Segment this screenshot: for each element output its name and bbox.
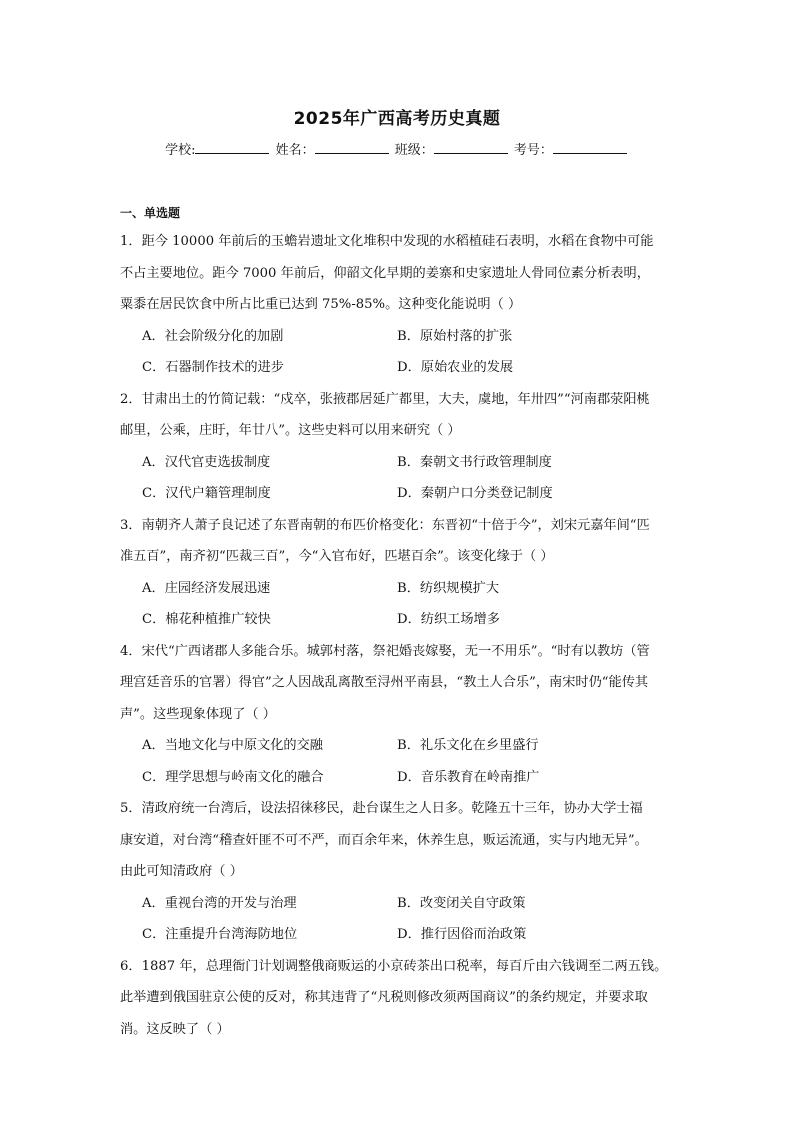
options-row	[120, 573, 680, 605]
section-title: 一、单选题	[120, 206, 181, 220]
option-c[interactable]: C．石器制作技术的进步	[142, 360, 284, 375]
question-line: 由此可知清政府（ ）	[120, 864, 243, 879]
option-d[interactable]: D．纺织工场增多	[397, 612, 500, 627]
question	[120, 793, 680, 951]
option-d[interactable]: D．秦朝户口分类登记制度	[397, 486, 553, 501]
school-label: 学校:	[165, 143, 196, 158]
exam-number-blank	[553, 140, 627, 154]
exam-title: 2025年广西高考历史真题	[293, 109, 501, 129]
student-info-row	[0, 139, 794, 158]
question-line: 邮里，公乘，庄盱，年廿八”。这些史料可以用来研究（ ）	[120, 423, 461, 438]
option-c[interactable]: C．棉花种植推广较快	[142, 612, 271, 627]
school-blank	[195, 140, 269, 154]
option-b[interactable]: B．礼乐文化在乡里盛行	[397, 738, 539, 753]
options-row	[120, 762, 680, 794]
option-a[interactable]: A．当地文化与中原文化的交融	[142, 738, 323, 753]
options-row	[120, 919, 680, 951]
question-line: 此举遭到俄国驻京公使的反对，称其违背了“凡税则修改须两国商议”的条约规定，并要求取	[120, 990, 648, 1005]
option-a[interactable]: A．重视台湾的开发与治理	[142, 895, 297, 911]
option-d[interactable]: D．音乐教育在岭南推广	[397, 769, 540, 785]
question-line: 理宫廷音乐的官署）得官”之人因战乱离散至浔州平南县，“教土人合乐”，南宋时仍“能传其	[120, 675, 649, 690]
question-line: 3．南朝齐人萧子良记述了东晋南朝的布匹价格变化：东晋初“十倍于今”，刘宋元嘉年间“匹	[120, 517, 650, 533]
option-b[interactable]: B．秦朝文书行政管理制度	[397, 454, 552, 470]
question-line: 4．宋代“广西诸郡人多能合乐。城郭村落，祭祀婚丧嫁娶，无一不用乐”。“时有以教坊（管	[120, 643, 650, 659]
name-label: 姓名：	[275, 143, 315, 158]
option-d[interactable]: D．推行因俗而治政策	[397, 927, 527, 942]
question-line: 声”。这些现象体现了（ ）	[120, 706, 276, 722]
question-line: 康安道，对台湾“稽查奸匪不可不严，而百余年来，休养生息，贩运流通，实与内地无异”。	[120, 832, 648, 848]
question-line: 1．距今 10000 年前后的玉蟾岩遗址文化堆积中发现的水稻植硅石表明，水稻在食物中可能	[120, 234, 654, 249]
question-line: 准五百”，南齐初“匹裁三百”，今“入官布好，匹堪百余”。该变化缘于（ ）	[120, 549, 554, 564]
question	[120, 226, 680, 384]
option-c[interactable]: C．汉代户籍管理制度	[142, 486, 271, 501]
option-c[interactable]: C．理学思想与岭南文化的融合	[142, 769, 324, 785]
questions-list	[120, 226, 680, 1045]
question	[120, 636, 680, 794]
options-row	[120, 604, 680, 636]
question-line: 消。这反映了（ ）	[120, 1021, 230, 1037]
question-line: 5．清政府统一台湾后，设法招徕移民，赴台谋生之人日多。乾隆五十三年，协办大学士福	[120, 801, 643, 816]
question-line: 6．1887 年，总理衙门计划调整俄商贩运的小京砖茶出口税率，每百斤由六钱调至二两五钱。	[120, 958, 668, 974]
option-d[interactable]: D．原始农业的发展	[397, 360, 514, 375]
option-b[interactable]: B．改变闭关自守政策	[397, 895, 526, 911]
option-a[interactable]: A．汉代官吏选拔制度	[142, 454, 271, 470]
question	[120, 384, 680, 510]
question-line: 2．甘肃出土的竹简记载：“戍卒，张掖郡居延广都里，大夫，虞地，年卅四”“河南郡荥阳桃	[120, 391, 650, 407]
option-c[interactable]: C．注重提升台湾海防地位	[142, 927, 298, 942]
options-row	[120, 888, 680, 920]
options-row	[120, 321, 680, 353]
class-blank	[434, 140, 508, 154]
options-row	[120, 352, 680, 384]
option-b[interactable]: B．纺织规模扩大	[397, 580, 500, 596]
question	[120, 951, 680, 1046]
options-row	[120, 478, 680, 510]
options-row	[120, 730, 680, 762]
question-line: 不占主要地位。距今 7000 年前后，仰韶文化早期的姜寨和史家遗址人骨同位素分析表明，	[120, 265, 650, 281]
options-row	[120, 447, 680, 479]
exam-number-label: 考号：	[513, 143, 553, 158]
option-a[interactable]: A．庄园经济发展迅速	[142, 580, 271, 596]
option-a[interactable]: A．社会阶级分化的加剧	[142, 328, 284, 344]
option-b[interactable]: B．原始村落的扩张	[397, 328, 513, 344]
question	[120, 510, 680, 636]
class-label: 班级：	[394, 143, 434, 158]
question-line: 粟黍在居民饮食中所占比重已达到 75%-85%。这种变化能说明（ ）	[120, 297, 522, 312]
name-blank	[315, 140, 389, 154]
